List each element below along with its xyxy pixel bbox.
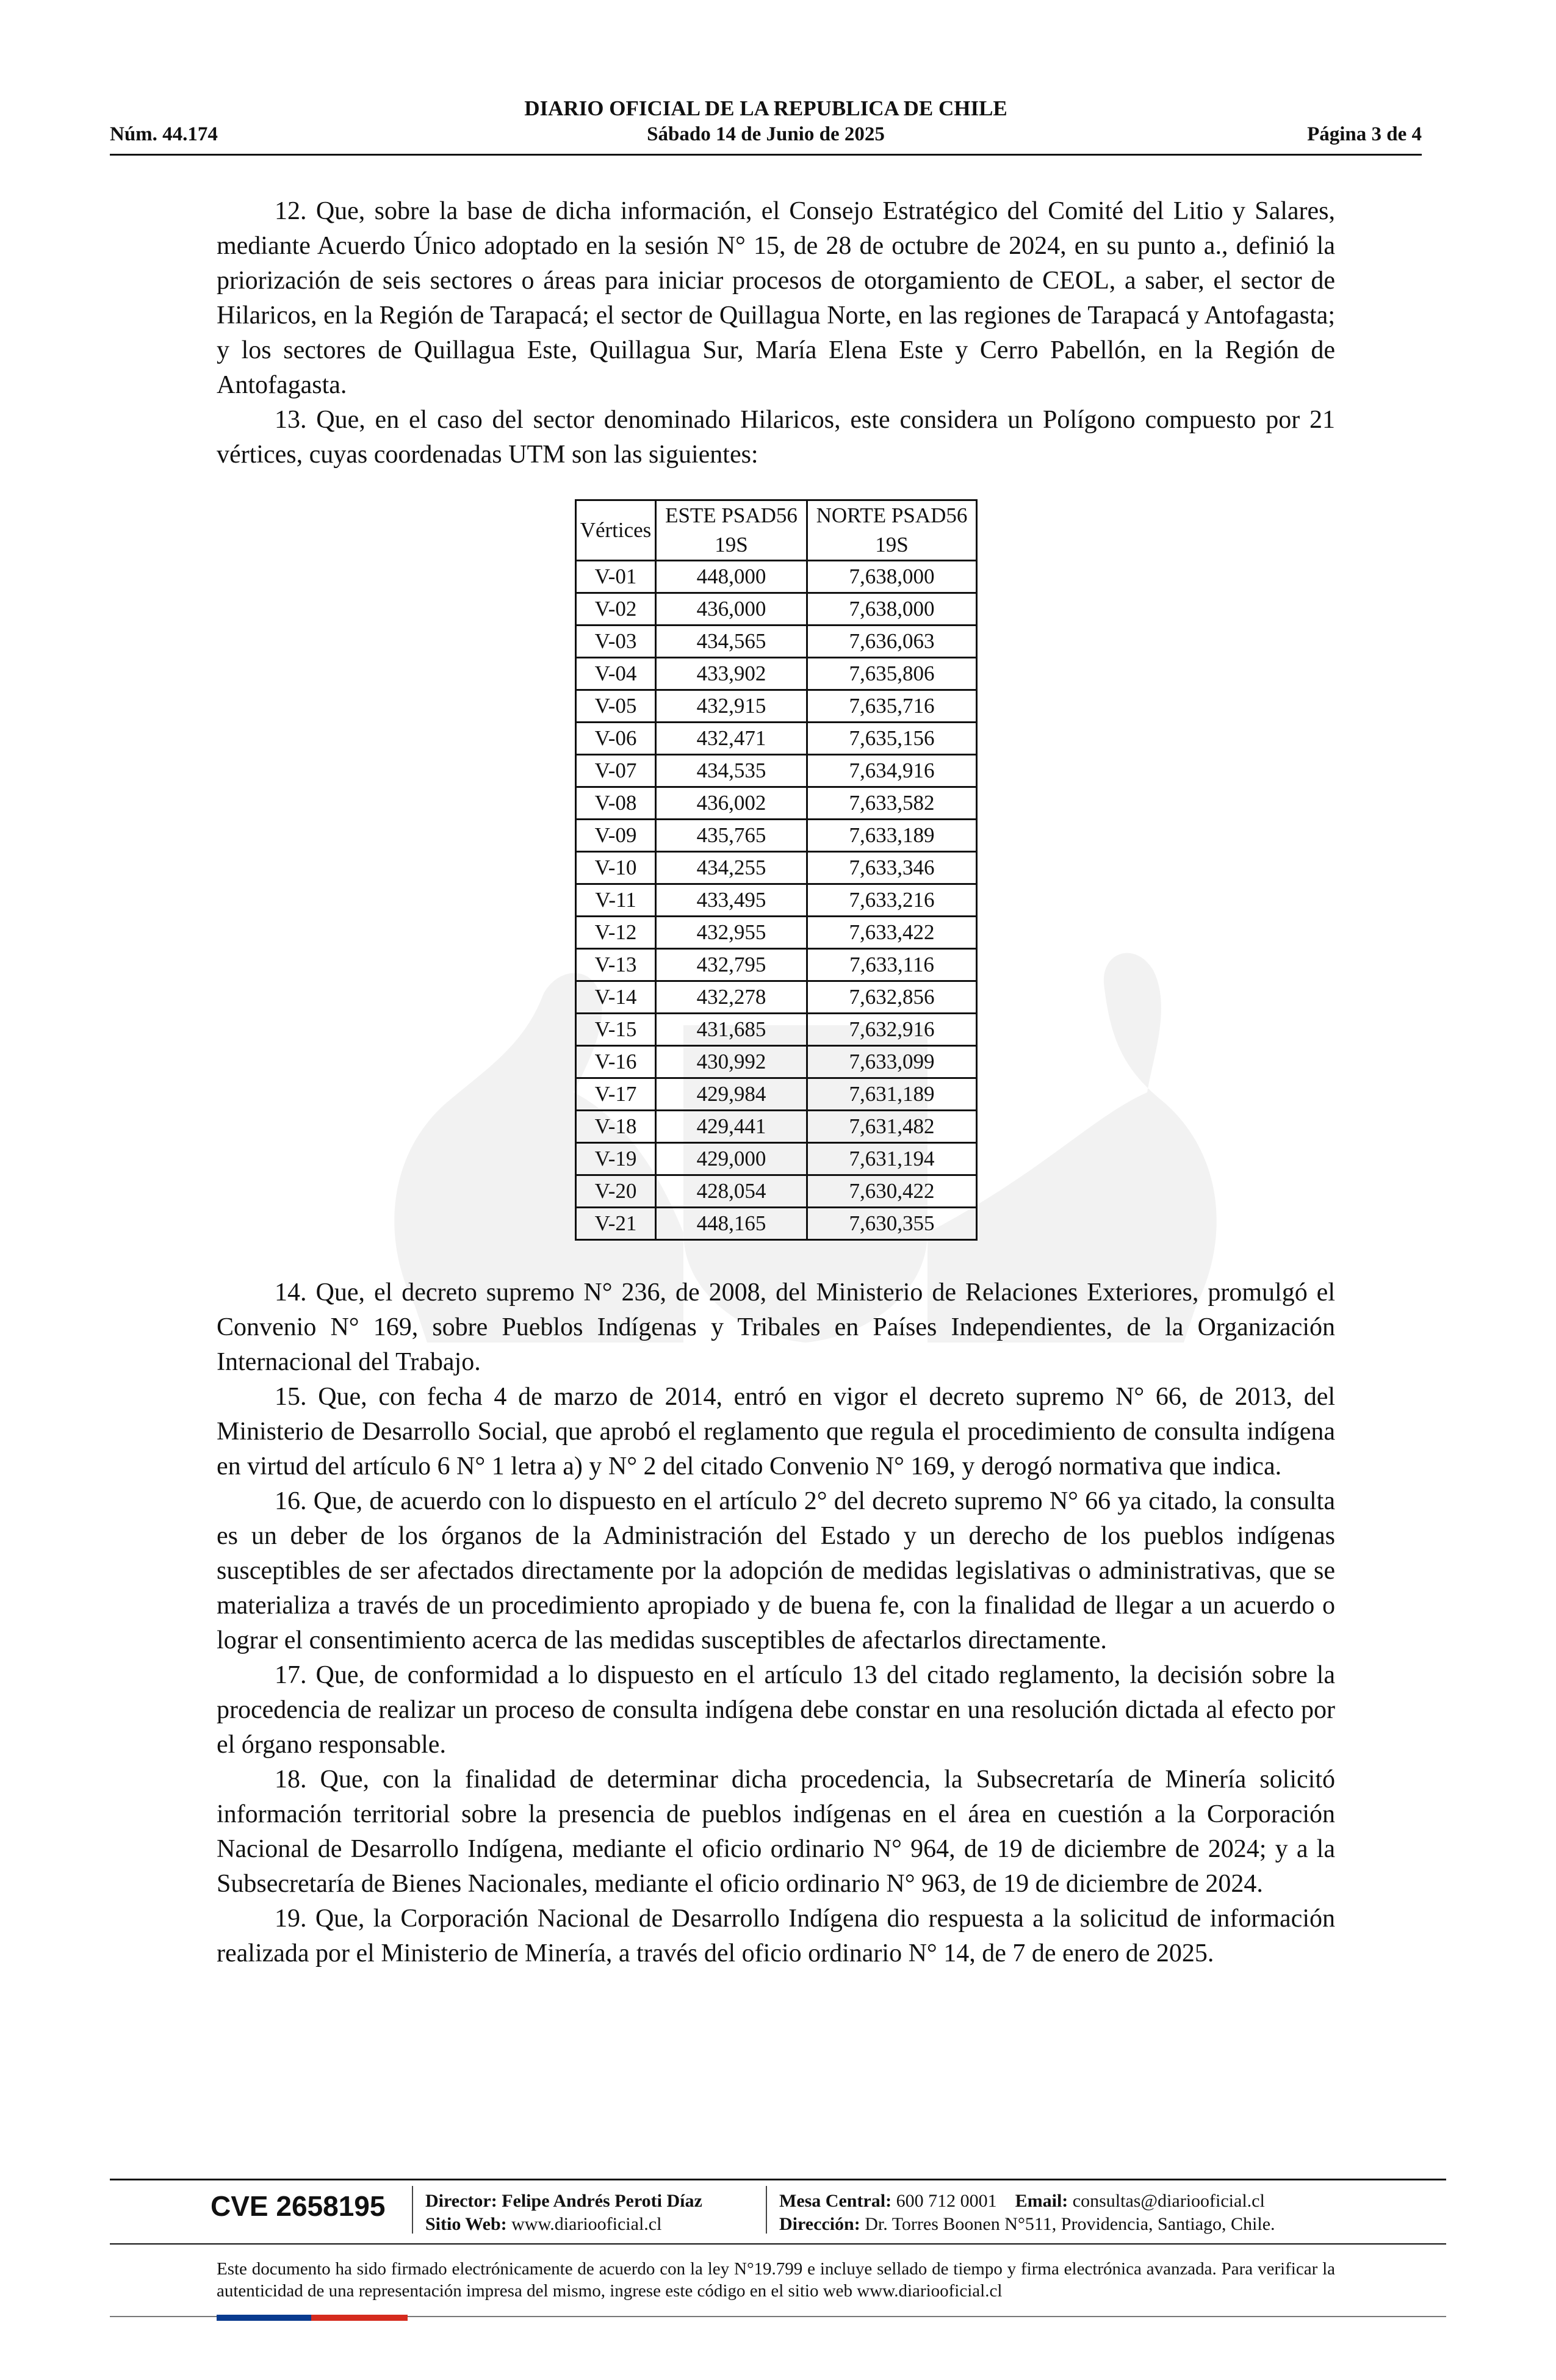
footer-separator	[766, 2186, 767, 2234]
body-text-top	[217, 194, 1335, 472]
table-row	[576, 1143, 977, 1175]
footer-divider-top	[110, 2179, 1446, 2180]
mesa-label: Mesa Central:	[779, 2191, 892, 2211]
este-cell: 448,000	[656, 561, 807, 593]
este-cell: 428,054	[656, 1175, 807, 1208]
vertex-cell: V-08	[576, 787, 656, 820]
page-header	[110, 92, 1422, 159]
este-cell: 433,902	[656, 658, 807, 690]
este-cell: 429,000	[656, 1143, 807, 1175]
este-cell: 434,255	[656, 852, 807, 884]
paragraph-14: 14. Que, el decreto supremo N° 236, de 2008, del Ministerio de Relaciones Exteriores, promulgó el Convenio N° 169, sobre Pueblos Indígenas y Tribales en Países Independientes, de la Organización Internacional del Trabajo.	[217, 1278, 1335, 1376]
norte-cell: 7,633,116	[807, 949, 977, 981]
norte-cell: 7,633,582	[807, 787, 977, 820]
vertex-cell: V-03	[576, 626, 656, 658]
este-cell: 432,915	[656, 690, 807, 723]
table-row	[576, 787, 977, 820]
norte-cell: 7,633,216	[807, 884, 977, 917]
flag-stripe-blue	[217, 2315, 311, 2321]
table-row	[576, 755, 977, 787]
table-row	[576, 1175, 977, 1208]
paragraph-15: 15. Que, con fecha 4 de marzo de 2014, entró en vigor el decreto supremo N° 66, de 2013, del Ministerio de Desarrollo Social, que aprobó el reglamento que regula el procedimiento de consulta indígena en virtud del artículo 6 N° 1 letra a) y N° 2 del citado Convenio N° 169, y derogó normativa que indica.	[217, 1383, 1335, 1480]
table-row	[576, 884, 977, 917]
table-row	[576, 658, 977, 690]
footer-separator	[412, 2186, 413, 2234]
vertex-cell: V-20	[576, 1175, 656, 1208]
paragraph-12: 12. Que, sobre la base de dicha información, el Consejo Estratégico del Comité del Litio y Salares, mediante Acuerdo Único adoptado en la sesión N° 15, de 28 de octubre de 2024, en su punto a., definió la priorización de seis sectores o áreas para iniciar procesos de otorgamiento de CEOL, a saber, el sector de Hilaricos, en la Región de Tarapacá; el sector de Quillagua Norte, en las regiones de Tarapacá y Antofagasta; y los sectores de Quillagua Este, Quillagua Sur, María Elena Este y Cerro Pabellón, en la Región de Antofagasta.	[217, 197, 1335, 399]
footer-director-block	[425, 2190, 702, 2236]
este-cell: 429,441	[656, 1111, 807, 1143]
norte-cell: 7,631,482	[807, 1111, 977, 1143]
issue-date: Sábado 14 de Junio de 2025	[647, 123, 885, 145]
vertex-cell: V-04	[576, 658, 656, 690]
vertex-cell: V-14	[576, 981, 656, 1014]
este-cell: 432,795	[656, 949, 807, 981]
table-row	[576, 820, 977, 852]
paragraph-18: 18. Que, con la finalidad de determinar dicha procedencia, la Subsecretaría de Minería solicitó información territorial sobre la presencia de pueblos indígenas en el área en cuestión a la Corporación Nacional de Desarrollo Indígena, mediante el oficio ordinario N° 964, de 19 de diciembre de 2024; y a la Subsecretaría de Bienes Nacionales, mediante el oficio ordinario N° 963, de 19 de diciembre de 2024.	[217, 1765, 1335, 1898]
director-name: Felipe Andrés Peroti Díaz	[502, 2191, 702, 2211]
table-row	[576, 1208, 977, 1240]
table-row	[576, 626, 977, 658]
table-row	[576, 1111, 977, 1143]
norte-cell: 7,631,194	[807, 1143, 977, 1175]
footer-divider-middle	[110, 2243, 1446, 2245]
table-row	[576, 723, 977, 755]
newspaper-title: DIARIO OFICIAL DE LA REPUBLICA DE CHILE	[524, 96, 1007, 120]
vertex-cell: V-05	[576, 690, 656, 723]
norte-cell: 7,630,422	[807, 1175, 977, 1208]
table-row	[576, 593, 977, 626]
table-row	[576, 852, 977, 884]
table-row	[576, 690, 977, 723]
este-cell: 429,984	[656, 1078, 807, 1111]
page-indicator: Página 3 de 4	[1307, 123, 1422, 145]
footer-contact-block	[779, 2190, 1275, 2236]
norte-cell: 7,635,806	[807, 658, 977, 690]
table-header-row	[576, 500, 977, 561]
norte-cell: 7,632,916	[807, 1014, 977, 1046]
norte-cell: 7,631,189	[807, 1078, 977, 1111]
table-row	[576, 561, 977, 593]
norte-cell: 7,635,156	[807, 723, 977, 755]
email-label: Email:	[1015, 2191, 1068, 2211]
vertex-cell: V-21	[576, 1208, 656, 1240]
este-cell: 431,685	[656, 1014, 807, 1046]
vertex-cell: V-06	[576, 723, 656, 755]
este-cell: 448,165	[656, 1208, 807, 1240]
norte-cell: 7,636,063	[807, 626, 977, 658]
paragraph-17: 17. Que, de conformidad a lo dispuesto en el artículo 13 del citado reglamento, la decisión sobre la procedencia de realizar un proceso de consulta indígena debe constar en una resolución dictada al efecto por el órgano responsable.	[217, 1661, 1335, 1759]
cve-code: CVE 2658195	[211, 2190, 386, 2222]
paragraph-16: 16. Que, de acuerdo con lo dispuesto en el artículo 2° del decreto supremo N° 66 ya citado, la consulta es un deber de los órganos de la Administración del Estado y un derecho de los pueblos indígenas susceptibles de ser afectados directamente por la adopción de medidas legislativas o administrativas, que se materializa a través de un procedimiento apropiado y de buena fe, con la finalidad de llegar a un acuerdo o lograr el consentimiento acerca de las medidas susceptibles de afectarlos directamente.	[217, 1487, 1335, 1654]
col-header-este: ESTE PSAD56 19S	[656, 500, 807, 561]
email-link[interactable]: consultas@diariooficial.cl	[1072, 2191, 1265, 2211]
coordinates-table	[575, 499, 978, 1241]
vertex-cell: V-10	[576, 852, 656, 884]
norte-cell: 7,638,000	[807, 593, 977, 626]
vertex-cell: V-16	[576, 1046, 656, 1078]
table-row	[576, 981, 977, 1014]
table-body	[576, 561, 977, 1240]
col-header-vertices: Vértices	[576, 500, 656, 561]
este-cell: 436,000	[656, 593, 807, 626]
address-label: Dirección:	[779, 2214, 860, 2234]
norte-cell: 7,633,346	[807, 852, 977, 884]
este-cell: 432,471	[656, 723, 807, 755]
paragraph-19: 19. Que, la Corporación Nacional de Desarrollo Indígena dio respuesta a la solicitud de información realizada por el Ministerio de Minería, a través del oficio ordinario N° 14, de 7 de enero de 2025.	[217, 1905, 1335, 1967]
footer-legal-notice: Este documento ha sido firmado electrónicamente de acuerdo con la ley N°19.799 e incluye sellado de tiempo y firma electrónica avanzada. Para verificar la autenticidad de una representación impresa del mismo, ingrese este código en el sitio web www.diariooficial.cl	[217, 2259, 1335, 2301]
table-row	[576, 1014, 977, 1046]
este-cell: 434,535	[656, 755, 807, 787]
norte-cell: 7,633,189	[807, 820, 977, 852]
table-row	[576, 949, 977, 981]
vertex-cell: V-19	[576, 1143, 656, 1175]
vertex-cell: V-17	[576, 1078, 656, 1111]
este-cell: 432,955	[656, 917, 807, 949]
norte-cell: 7,633,422	[807, 917, 977, 949]
body-text-bottom	[217, 1275, 1335, 1971]
vertex-cell: V-15	[576, 1014, 656, 1046]
este-cell: 434,565	[656, 626, 807, 658]
vertex-cell: V-12	[576, 917, 656, 949]
norte-cell: 7,638,000	[807, 561, 977, 593]
website-label: Sitio Web:	[425, 2214, 507, 2234]
este-cell: 432,278	[656, 981, 807, 1014]
este-cell: 433,495	[656, 884, 807, 917]
vertex-cell: V-18	[576, 1111, 656, 1143]
este-cell: 435,765	[656, 820, 807, 852]
este-cell: 436,002	[656, 787, 807, 820]
col-header-norte: NORTE PSAD56 19S	[807, 500, 977, 561]
vertex-cell: V-01	[576, 561, 656, 593]
vertex-cell: V-13	[576, 949, 656, 981]
este-cell: 430,992	[656, 1046, 807, 1078]
vertex-cell: V-11	[576, 884, 656, 917]
table-row	[576, 1078, 977, 1111]
norte-cell: 7,632,856	[807, 981, 977, 1014]
vertex-cell: V-07	[576, 755, 656, 787]
norte-cell: 7,635,716	[807, 690, 977, 723]
website-link[interactable]: www.diariooficial.cl	[511, 2214, 662, 2234]
director-label: Director:	[425, 2191, 497, 2211]
vertex-cell: V-02	[576, 593, 656, 626]
norte-cell: 7,633,099	[807, 1046, 977, 1078]
table-row	[576, 1046, 977, 1078]
table-row	[576, 917, 977, 949]
address-value: Dr. Torres Boonen N°511, Providencia, Santiago, Chile.	[865, 2214, 1275, 2234]
norte-cell: 7,630,355	[807, 1208, 977, 1240]
paragraph-13: 13. Que, en el caso del sector denominado Hilaricos, este considera un Polígono compuesto por 21 vértices, cuyas coordenadas UTM son las siguientes:	[217, 406, 1335, 469]
flag-stripe-red	[311, 2315, 408, 2321]
issue-number: Núm. 44.174	[110, 123, 218, 145]
mesa-phone: 600 712 0001	[896, 2191, 997, 2211]
header-divider	[110, 154, 1422, 156]
norte-cell: 7,634,916	[807, 755, 977, 787]
vertex-cell: V-09	[576, 820, 656, 852]
